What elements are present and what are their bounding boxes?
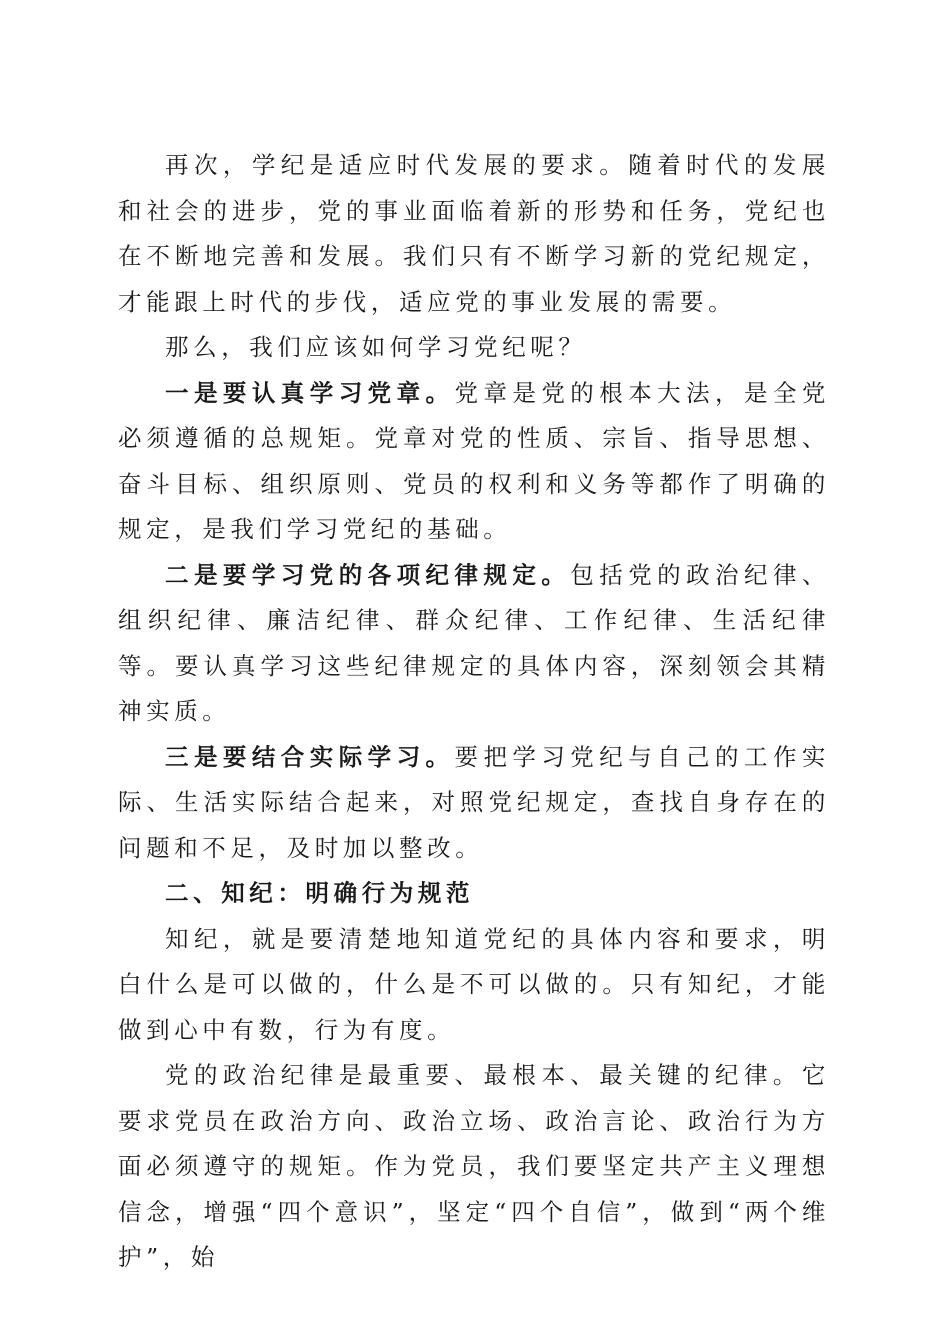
paragraph-text: 知纪，就是要清楚地知道党纪的具体内容和要求，明白什么是可以做的，什么是不可以做的。只有知纪，才能做到心中有数，行为有度。 — [118, 924, 830, 1044]
paragraph-lead: 三是要结合实际学习。 — [165, 742, 455, 771]
paragraph-know-discipline — [118, 917, 830, 1054]
paragraph-question — [118, 325, 830, 371]
paragraph-era-requirement — [118, 143, 830, 325]
document-page — [118, 143, 830, 1281]
section-heading: 二、知纪：明确行为规范 — [165, 879, 475, 907]
paragraph-point-two — [118, 553, 830, 735]
paragraph-text: 再次，学纪是适应时代发展的要求。随着时代的发展和社会的进步，党的事业面临着新的形势和任务，党纪也在不断地完善和发展。我们只有不断学习新的党纪规定，才能跟上时代的步伐，适应党的事业发展的需要。 — [118, 151, 830, 316]
paragraph-text: 那么，我们应该如何学习党纪呢？ — [165, 333, 587, 361]
paragraph-text: 党的政治纪律是最重要、最根本、最关键的纪律。它要求党员在政治方向、政治立场、政治言论、政治行为方面必须遵守的规矩。作为党员，我们要坚定共产主义理想信念，增强“四个意识”，坚定“四个自信”，做到“两个维护”，始 — [118, 1061, 830, 1271]
paragraph-text: 包括党的政治纪律、组织纪律、廉洁纪律、群众纪律、工作纪律、生活纪律等。要认真学习这些纪律规定的具体内容，深刻领会其精神实质。 — [118, 560, 830, 725]
paragraph-text: 要把学习党纪与自己的工作实际、生活实际结合起来，对照党纪规定，查找自身存在的问题和不足，及时加以整改。 — [118, 742, 830, 862]
paragraph-lead: 一是要认真学习党章。 — [165, 378, 455, 407]
paragraph-point-three — [118, 735, 830, 872]
paragraph-text: 党章是党的根本大法，是全党必须遵循的总规矩。党章对党的性质、宗旨、指导思想、奋斗目标、组织原则、党员的权利和义务等都作了明确的规定，是我们学习党纪的基础。 — [118, 378, 830, 543]
paragraph-point-one — [118, 371, 830, 553]
paragraph-political-discipline — [118, 1053, 830, 1281]
paragraph-lead: 二是要学习党的各项纪律规定。 — [165, 560, 571, 589]
